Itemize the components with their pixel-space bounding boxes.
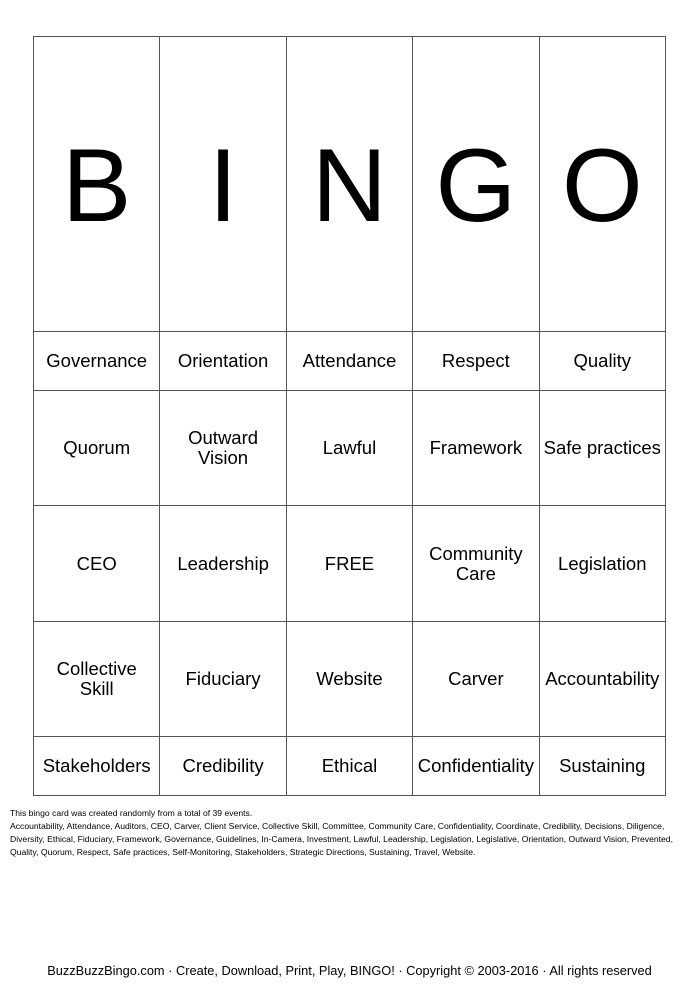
header-letter <box>539 37 665 332</box>
header-letter <box>160 37 286 332</box>
bingo-cell: Respect <box>413 332 539 391</box>
header-letter-text: O <box>561 128 643 245</box>
bingo-cell: Governance <box>34 332 160 391</box>
bingo-cell: Carver <box>413 621 539 736</box>
bingo-header-row <box>34 37 666 332</box>
card-info <box>10 807 695 859</box>
card-info-event-list: Accountability, Attendance, Auditors, CEO, Carver, Client Service, Collective Skill, Committee, Community Care, Confidentiality, Coordinate, Credibility, Decisions, Diligence, Diversity, Ethical, Fiduciary, Framework, Governance, Guidelines, In-Camera, Investment, Lawful, Leadership, Legislation, Legislative, Orientation, Outward Vision, Prevented, Quality, Quorum, Respect, Safe practices, Self-Monitoring, Stakeholders, Strategic Directions, Sustaining, Travel, Website. <box>10 821 673 857</box>
bingo-cell: Quorum <box>34 391 160 506</box>
bingo-cell: Outward Vision <box>160 391 286 506</box>
bingo-cell: Credibility <box>160 736 286 795</box>
bingo-cell: Legislation <box>539 506 665 621</box>
free-space-cell: FREE <box>286 506 412 621</box>
bingo-cell: CEO <box>34 506 160 621</box>
bingo-cell: Safe practices <box>539 391 665 506</box>
header-letter-text: N <box>311 128 388 245</box>
bingo-row <box>34 506 666 621</box>
header-letter-text: B <box>62 128 132 245</box>
header-letter <box>34 37 160 332</box>
bingo-cell: Attendance <box>286 332 412 391</box>
bingo-row <box>34 736 666 795</box>
bingo-cell: Confidentiality <box>413 736 539 795</box>
footer-copyright: BuzzBuzzBingo.com · Create, Download, Print, Play, BINGO! · Copyright © 2003-2016 · All rights reserved <box>47 963 652 978</box>
bingo-row <box>34 621 666 736</box>
header-letter <box>286 37 412 332</box>
bingo-cell: Community Care <box>413 506 539 621</box>
card-info-summary: This bingo card was created randomly from a total of 39 events. <box>10 808 253 818</box>
header-letter <box>413 37 539 332</box>
bingo-cell: Framework <box>413 391 539 506</box>
bingo-cell: Ethical <box>286 736 412 795</box>
bingo-cell: Sustaining <box>539 736 665 795</box>
bingo-cell: Leadership <box>160 506 286 621</box>
bingo-cell: Collective Skill <box>34 621 160 736</box>
header-letter-text: I <box>208 128 238 245</box>
bingo-row <box>34 391 666 506</box>
bingo-cell: Stakeholders <box>34 736 160 795</box>
bingo-cell: Quality <box>539 332 665 391</box>
bingo-cell: Website <box>286 621 412 736</box>
bingo-row <box>34 332 666 391</box>
bingo-grid <box>34 37 666 796</box>
bingo-cell: Lawful <box>286 391 412 506</box>
bingo-cell: Fiduciary <box>160 621 286 736</box>
bingo-cell: Accountability <box>539 621 665 736</box>
bingo-card <box>33 36 666 796</box>
bingo-cell: Orientation <box>160 332 286 391</box>
header-letter-text: G <box>435 128 517 245</box>
